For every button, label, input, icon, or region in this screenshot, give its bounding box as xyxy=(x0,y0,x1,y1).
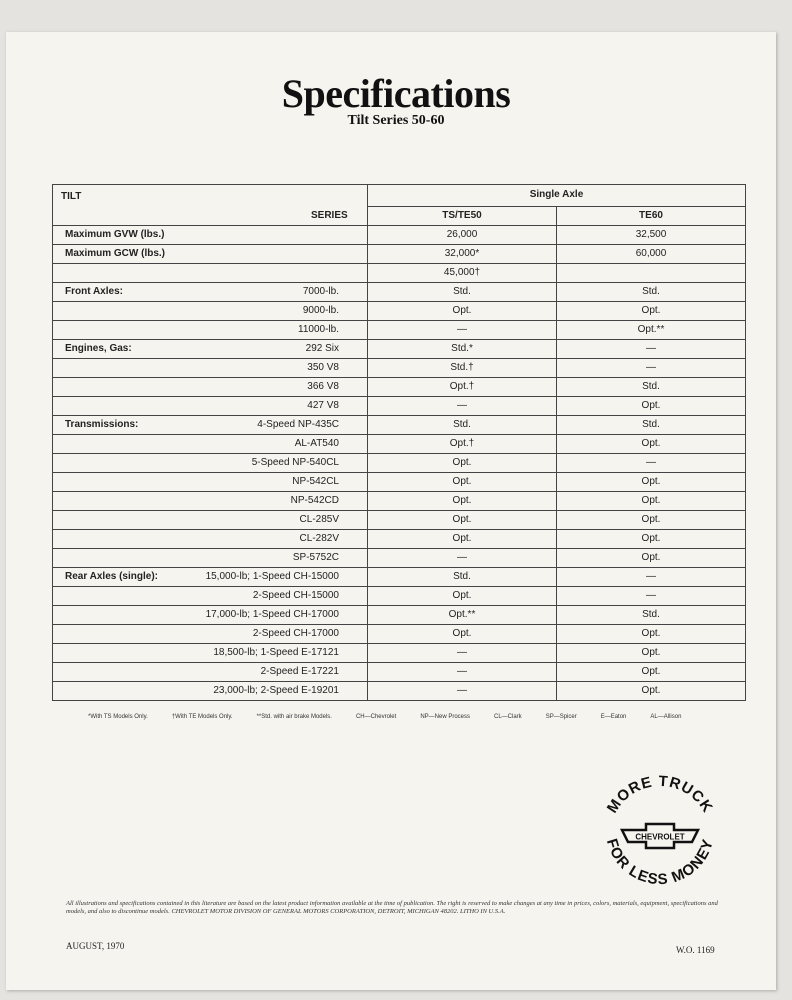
ts-te50-value: 26,000 xyxy=(368,226,557,245)
table-row xyxy=(53,226,746,245)
ts-te50-value: — xyxy=(368,321,557,340)
ts-te50-value: — xyxy=(368,644,557,663)
te60-value: — xyxy=(557,359,746,378)
table-row xyxy=(53,606,746,625)
te60-value: Opt. xyxy=(557,663,746,682)
table-row xyxy=(53,378,746,397)
row-label-cell xyxy=(53,264,368,283)
table-row xyxy=(53,302,746,321)
row-category-label: Engines, Gas: xyxy=(65,343,132,354)
legal-disclaimer: All illustrations and specifications contained in this literature are based on the latest product information available at the time of publication. The right is reserved to make changes at any time in prices, colors, materials, equipment, specifications and models, and also to discontinue models. CHEVROLET MOTOR DIVISION OF GENERAL MOTORS CORPORATION, DETROIT, MICHIGAN 48202. LITHO IN U.S.A. xyxy=(66,900,718,915)
row-label-cell xyxy=(53,302,368,321)
ts-te50-value: Opt.** xyxy=(368,606,557,625)
row-label-cell xyxy=(53,682,368,701)
row-label-cell xyxy=(53,416,368,435)
ts-te50-value: 45,000† xyxy=(368,264,557,283)
row-spec-label: 4-Speed NP-435C xyxy=(257,419,339,430)
footnote-item: CL—Clark xyxy=(494,714,522,720)
row-category-label: Maximum GCW (lbs.) xyxy=(65,248,166,259)
row-label-cell xyxy=(53,625,368,644)
row-spec-label: CL-282V xyxy=(299,533,339,544)
page-subtitle: Tilt Series 50-60 xyxy=(347,113,445,128)
row-spec-label: 9000-lb. xyxy=(302,305,339,316)
te60-value: Std. xyxy=(557,416,746,435)
ts-te50-value: — xyxy=(368,397,557,416)
table-row xyxy=(53,454,746,473)
row-spec-label: 23,000-lb; 2-Speed E-19201 xyxy=(213,685,339,696)
footnote-item: *With TS Models Only. xyxy=(88,714,148,720)
series-label: SERIES xyxy=(311,210,348,221)
row-label-cell xyxy=(53,340,368,359)
ts-te50-value: Opt. xyxy=(368,625,557,644)
table-row xyxy=(53,473,746,492)
te60-value: Opt. xyxy=(557,302,746,321)
ts-te50-value: Opt. xyxy=(368,587,557,606)
row-spec-label: 2-Speed CH-17000 xyxy=(252,628,339,639)
logo-brand-text: CHEVROLET xyxy=(635,832,685,842)
te60-value: Opt. xyxy=(557,473,746,492)
table-row xyxy=(53,321,746,340)
ts-te50-value: Std. xyxy=(368,416,557,435)
page-title: Specifications xyxy=(281,71,511,116)
row-label-cell xyxy=(53,435,368,454)
footnote-item: NP—New Process xyxy=(420,714,471,720)
row-spec-label: CL-285V xyxy=(299,514,339,525)
table-row xyxy=(53,245,746,264)
footnote-item: SP—Spicer xyxy=(545,714,577,720)
te60-value: — xyxy=(557,454,746,473)
row-spec-label: 350 V8 xyxy=(307,362,339,373)
te60-value: Opt. xyxy=(557,644,746,663)
table-row xyxy=(53,587,746,606)
row-label-cell xyxy=(53,226,368,245)
te60-value: Opt. xyxy=(557,492,746,511)
svg-text:MORE TRUCK xyxy=(604,773,716,816)
corner-label: TILT xyxy=(61,191,82,202)
row-spec-label: 7000-lb. xyxy=(302,286,339,297)
ts-te50-value: Opt. xyxy=(368,511,557,530)
ts-te50-value: Std. xyxy=(368,568,557,587)
series-header-cell xyxy=(53,185,368,226)
more-truck-for-less-money-logo xyxy=(596,772,724,900)
logo-bottom-text: FOR LESS MONEY xyxy=(602,836,718,889)
row-label-cell xyxy=(53,397,368,416)
te60-value: 32,500 xyxy=(557,226,746,245)
row-spec-label: 366 V8 xyxy=(307,381,339,392)
te60-value: Std. xyxy=(557,606,746,625)
row-label-cell xyxy=(53,530,368,549)
ts-te50-value: 32,000* xyxy=(368,245,557,264)
te60-value: Opt. xyxy=(557,511,746,530)
row-label-cell xyxy=(53,473,368,492)
row-spec-label: SP-5752C xyxy=(292,552,339,563)
ts-te50-value: Opt.† xyxy=(368,378,557,397)
row-spec-label: 18,500-lb; 1-Speed E-17121 xyxy=(213,647,339,658)
ts-te50-value: Std.† xyxy=(368,359,557,378)
row-spec-label: 5-Speed NP-540CL xyxy=(251,457,339,468)
row-spec-label: 15,000-lb; 1-Speed CH-15000 xyxy=(205,571,339,582)
row-label-cell xyxy=(53,359,368,378)
row-spec-label: NP-542CL xyxy=(292,476,339,487)
table-row xyxy=(53,625,746,644)
row-spec-label: 292 Six xyxy=(305,343,339,354)
group-header: Single Axle xyxy=(368,185,746,207)
te60-value xyxy=(557,264,746,283)
row-label-cell xyxy=(53,378,368,397)
table-header-row xyxy=(53,185,746,207)
logo-top-text: MORE TRUCK xyxy=(603,772,717,817)
table-row xyxy=(53,416,746,435)
te60-value: — xyxy=(557,340,746,359)
work-order-number: W.O. 1169 xyxy=(676,945,715,955)
table-row xyxy=(53,359,746,378)
row-spec-label: 2-Speed CH-15000 xyxy=(252,590,339,601)
te60-value: Opt.** xyxy=(557,321,746,340)
row-label-cell xyxy=(53,511,368,530)
table-row xyxy=(53,663,746,682)
row-spec-label: AL-AT540 xyxy=(294,438,339,449)
publication-date: AUGUST, 1970 xyxy=(66,941,125,951)
row-category-label: Front Axles: xyxy=(65,286,123,297)
te60-value: Std. xyxy=(557,283,746,302)
row-spec-label: NP-542CD xyxy=(290,495,339,506)
row-category-label: Maximum GVW (lbs.) xyxy=(65,229,165,240)
table-row xyxy=(53,492,746,511)
row-label-cell xyxy=(53,568,368,587)
table-row xyxy=(53,530,746,549)
specifications-table xyxy=(52,184,746,701)
row-label-cell xyxy=(53,549,368,568)
row-label-cell xyxy=(53,644,368,663)
row-spec-label: 17,000-lb; 1-Speed CH-17000 xyxy=(205,609,339,620)
ts-te50-value: — xyxy=(368,549,557,568)
te60-value: Std. xyxy=(557,378,746,397)
row-label-cell xyxy=(53,245,368,264)
column-header-ts-te50: TS/TE50 xyxy=(368,206,557,225)
footnote-item: CH—Chevrolet xyxy=(355,714,397,720)
ts-te50-value: Opt. xyxy=(368,492,557,511)
ts-te50-value: — xyxy=(368,682,557,701)
table-row xyxy=(53,644,746,663)
te60-value: Opt. xyxy=(557,682,746,701)
te60-value: — xyxy=(557,568,746,587)
column-header-te60: TE60 xyxy=(557,206,746,225)
row-label-cell xyxy=(53,492,368,511)
te60-value: Opt. xyxy=(557,530,746,549)
table-row xyxy=(53,511,746,530)
footnote-item: **Std. with air brake Models. xyxy=(256,714,332,720)
ts-te50-value: Opt. xyxy=(368,473,557,492)
row-category-label: Rear Axles (single): xyxy=(65,571,158,582)
te60-value: Opt. xyxy=(557,549,746,568)
te60-value: Opt. xyxy=(557,397,746,416)
row-spec-label: 11000-lb. xyxy=(298,324,339,335)
te60-value: 60,000 xyxy=(557,245,746,264)
ts-te50-value: Opt.† xyxy=(368,435,557,454)
row-label-cell xyxy=(53,587,368,606)
table-row xyxy=(53,340,746,359)
table-row xyxy=(53,435,746,454)
row-label-cell xyxy=(53,283,368,302)
footnote-item: E—Eaton xyxy=(600,714,627,720)
table-row xyxy=(53,568,746,587)
table-row xyxy=(53,283,746,302)
row-label-cell xyxy=(53,663,368,682)
table-row xyxy=(53,549,746,568)
ts-te50-value: — xyxy=(368,663,557,682)
row-label-cell xyxy=(53,454,368,473)
ts-te50-value: Std.* xyxy=(368,340,557,359)
footnote-item: †With TE Models Only. xyxy=(171,714,233,720)
ts-te50-value: Opt. xyxy=(368,454,557,473)
te60-value: Opt. xyxy=(557,435,746,454)
row-label-cell xyxy=(53,606,368,625)
row-category-label: Transmissions: xyxy=(65,419,139,430)
ts-te50-value: Opt. xyxy=(368,530,557,549)
te60-value: — xyxy=(557,587,746,606)
ts-te50-value: Std. xyxy=(368,283,557,302)
footnotes xyxy=(88,714,705,720)
table-row xyxy=(53,264,746,283)
row-spec-label: 2-Speed E-17221 xyxy=(260,666,339,677)
table-row xyxy=(53,397,746,416)
te60-value: Opt. xyxy=(557,625,746,644)
row-spec-label: 427 V8 xyxy=(307,400,339,411)
row-label-cell xyxy=(53,321,368,340)
footnote-item: AL—Allison xyxy=(650,714,682,720)
table-row xyxy=(53,682,746,701)
ts-te50-value: Opt. xyxy=(368,302,557,321)
